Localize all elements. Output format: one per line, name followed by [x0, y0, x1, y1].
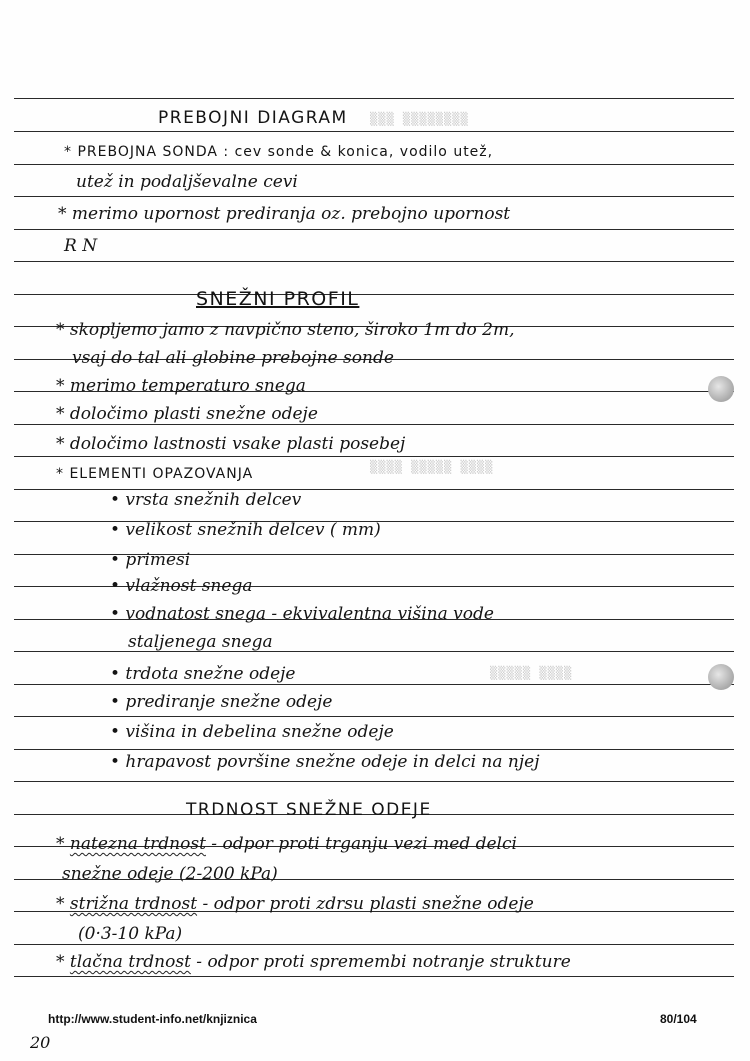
ruled-line — [14, 944, 734, 945]
section-title-profil: SNEŽNI PROFIL — [196, 288, 360, 310]
ruled-line — [14, 456, 734, 457]
ruled-line — [14, 716, 734, 717]
prebojni-line-3: * merimo upornost prediranja oz. prebojno upornost — [58, 204, 511, 224]
element-item: • višina in debelina snežne odeje — [110, 722, 394, 742]
ruled-line — [14, 196, 734, 197]
ruled-line — [14, 98, 734, 99]
ruled-line — [14, 684, 734, 685]
section-title-prebojni: PREBOJNI DIAGRAM — [158, 108, 348, 128]
ruled-line — [14, 294, 734, 295]
element-item: • vrsta snežnih delcev — [110, 490, 302, 510]
ruled-line — [14, 424, 734, 425]
element-item: • vlažnost snega — [110, 576, 253, 596]
profil-line: * ELEMENTI OPAZOVANJA — [56, 466, 254, 482]
page-counter: 80/104 — [660, 1012, 697, 1026]
binder-hole — [708, 664, 734, 690]
element-item: • vodnatost snega - ekvivalentna višina vode — [110, 604, 494, 624]
ruled-line — [14, 749, 734, 750]
profil-line: * merimo temperaturo snega — [56, 376, 306, 396]
trdnost-line-5: * tlačna trdnost - odpor proti spremembi notranje strukture — [56, 952, 571, 972]
term-strizna: strižna trdnost — [69, 894, 198, 914]
ruled-line — [14, 781, 734, 782]
ruled-line — [14, 651, 734, 652]
profil-line: * določimo lastnosti vsake plasti posebej — [56, 434, 406, 454]
trdnost-line-4: (0·3-10 kPa) — [78, 924, 183, 944]
trdnost-line-3: * strižna trdnost - odpor proti zdrsu plasti snežne odeje — [56, 894, 534, 914]
ruled-line — [14, 229, 734, 230]
ruled-line — [14, 261, 734, 262]
trdnost-line-2: snežne odeje (2-200 kPa) — [62, 864, 278, 884]
element-item: • trdota snežne odeje — [110, 664, 296, 684]
trdnost-line-1: * natezna trdnost - odpor proti trganju vezi med delci — [56, 834, 517, 854]
prebojni-line-4: R N — [64, 236, 98, 256]
element-item: • velikost snežnih delcev ( mm) — [110, 520, 381, 540]
bleed-through-mark: ▒▒▒▒ ▒▒▒▒▒ ▒▒▒▒ — [370, 460, 494, 474]
footer-url: http://www.student-info.net/knjiznica — [48, 1012, 257, 1026]
element-item: • prediranje snežne odeje — [110, 692, 333, 712]
definition-strizna: - odpor proti zdrsu plasti snežne odeje — [197, 894, 534, 914]
prebojni-line-1: * PREBOJNA SONDA : cev sonde & konica, vodilo utež, — [64, 144, 494, 160]
ruled-line — [14, 131, 734, 132]
profil-line: * skopljemo jamo z navpično steno, široko 1m do 2m, — [56, 320, 515, 340]
element-item: • hrapavost površine snežne odeje in delci na njej — [110, 752, 540, 772]
element-item: staljenega snega — [128, 632, 273, 652]
ruled-line — [14, 164, 734, 165]
term-natezna: natezna trdnost — [69, 834, 206, 854]
definition-natezna: - odpor proti trganju vezi med delci — [205, 834, 517, 854]
bleed-through-mark: ▒▒▒▒▒ ▒▒▒▒ — [490, 666, 573, 680]
handwritten-page-number: 20 — [30, 1033, 51, 1052]
section-title-trdnost: TRDNOST SNEŽNE ODEJE — [186, 800, 432, 820]
term-tlacna: tlačna trdnost — [69, 952, 191, 972]
profil-line: vsaj do tal ali globine prebojne sonde — [72, 348, 394, 368]
binder-hole — [708, 376, 734, 402]
element-item: • primesi — [110, 550, 191, 570]
bleed-through-mark: ▒▒▒ ▒▒▒▒▒▒▒▒ — [370, 112, 469, 126]
profil-line: * določimo plasti snežne odeje — [56, 404, 318, 424]
definition-tlacna: - odpor proti spremembi notranje strukture — [190, 952, 571, 972]
prebojni-line-2: utež in podaljševalne cevi — [76, 172, 298, 192]
ruled-line — [14, 976, 734, 977]
